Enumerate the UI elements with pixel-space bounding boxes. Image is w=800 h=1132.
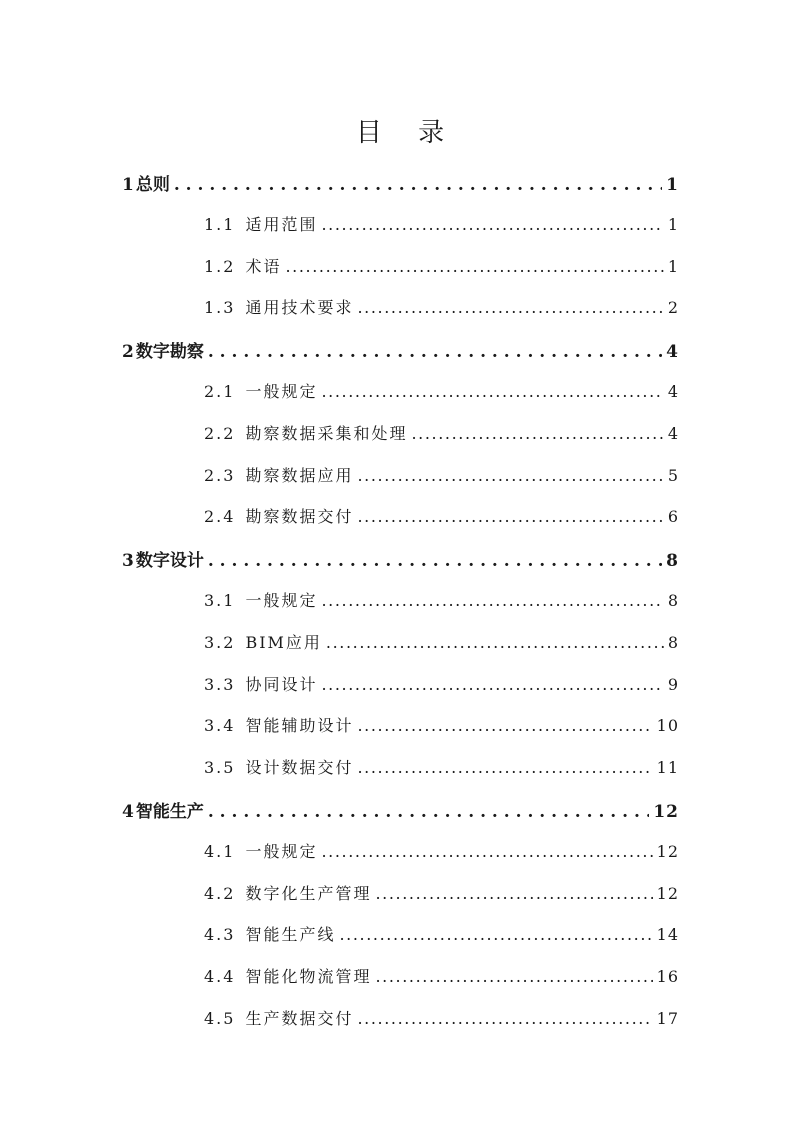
toc-entry-label xyxy=(204,588,317,611)
toc-page-number: 4 xyxy=(667,382,679,401)
toc-entry-text: 一般规定 xyxy=(245,382,318,401)
toc-entry-label xyxy=(122,797,204,821)
toc-entry-label xyxy=(204,379,317,402)
toc-entry-text: 通用技术要求 xyxy=(245,298,354,318)
toc-page-number: 1 xyxy=(667,256,679,276)
toc-section-entry[interactable] xyxy=(204,379,679,403)
toc-entry-number: 2.3 xyxy=(204,465,236,485)
toc-chapter-entry[interactable] xyxy=(122,170,679,194)
page-title: 目 录 xyxy=(355,118,459,148)
toc-entry-label xyxy=(204,964,371,987)
dot-leader xyxy=(285,257,663,276)
toc-page-number: 8 xyxy=(667,591,679,610)
toc-section-entry[interactable] xyxy=(204,839,679,863)
dot-leader xyxy=(375,967,652,986)
toc-page-number: 5 xyxy=(667,465,679,485)
toc-page-number: 11 xyxy=(656,758,679,778)
toc-entry-number: 2 xyxy=(122,342,134,362)
toc-section-entry[interactable] xyxy=(204,295,679,319)
toc-entry-text: 设计数据交付 xyxy=(245,758,354,778)
toc-entry-label xyxy=(204,630,322,653)
toc-section-entry[interactable] xyxy=(204,881,679,905)
toc-page-number: 4 xyxy=(667,423,679,443)
toc-page-number: 10 xyxy=(656,716,679,736)
toc-entry-number: 3.5 xyxy=(204,758,236,778)
toc-page-number: 6 xyxy=(667,507,679,527)
toc-entry-number: 4.4 xyxy=(204,967,236,987)
toc-page-number: 12 xyxy=(656,841,679,861)
dot-leader xyxy=(326,633,664,652)
toc-entry-label xyxy=(204,922,335,945)
toc-section-entry[interactable] xyxy=(204,504,679,528)
toc-page-number: 9 xyxy=(667,674,679,694)
toc-section-entry[interactable] xyxy=(204,254,679,278)
dot-leader xyxy=(321,842,652,861)
toc-entry-number: 3.1 xyxy=(204,591,236,610)
toc-entry-number: 4.1 xyxy=(204,841,236,861)
toc-chapter-entry[interactable] xyxy=(122,797,679,821)
toc-entry-number: 2.1 xyxy=(204,382,236,401)
toc-entry-label xyxy=(122,170,170,194)
toc-section-entry[interactable] xyxy=(204,421,679,445)
toc-entry-text: 勘察数据采集和处理 xyxy=(245,423,408,443)
toc-entry-number: 3.4 xyxy=(204,716,236,736)
toc-entry-number: 4.2 xyxy=(204,883,236,903)
toc-page-number: 8 xyxy=(667,632,679,652)
dot-leader xyxy=(375,884,652,903)
toc-entry-text: 勘察数据应用 xyxy=(245,465,354,485)
toc-entry-number: 1.2 xyxy=(204,256,236,276)
toc-page-number: 2 xyxy=(667,298,679,318)
dot-leader xyxy=(208,802,649,821)
toc-page-number: 1 xyxy=(666,175,679,194)
dot-leader xyxy=(174,175,662,194)
toc-entry-text: 智能生产 xyxy=(135,802,204,821)
toc-entry-label xyxy=(204,755,353,778)
dot-leader xyxy=(357,507,663,526)
toc-entry-label xyxy=(204,672,317,695)
toc-page-number: 14 xyxy=(656,925,679,945)
toc-entry-label xyxy=(204,504,353,527)
toc-entry-text: 协同设计 xyxy=(245,674,318,694)
dot-leader xyxy=(357,466,663,485)
toc-section-entry[interactable] xyxy=(204,630,679,654)
toc-entry-label xyxy=(204,839,317,862)
toc-entry-number: 4.3 xyxy=(204,925,236,945)
toc-entry-number: 3.3 xyxy=(204,674,236,694)
toc-entry-text: 一般规定 xyxy=(245,841,318,861)
toc-entry-number: 2.4 xyxy=(204,507,236,527)
toc-entry-text: BIM应用 xyxy=(245,632,322,652)
toc-page-number: 1 xyxy=(667,214,679,234)
toc-page-number: 16 xyxy=(656,967,679,987)
toc-entry-text: 生产数据交付 xyxy=(245,1009,354,1028)
dot-leader xyxy=(411,424,663,443)
toc-entry-text: 数字化生产管理 xyxy=(245,883,372,903)
toc-entry-number: 4 xyxy=(122,802,134,821)
toc-entry-text: 勘察数据交付 xyxy=(245,507,354,527)
toc-entry-number: 4.5 xyxy=(204,1009,236,1028)
toc-page-number: 8 xyxy=(666,551,679,571)
toc-section-entry[interactable] xyxy=(204,964,679,988)
toc-entry-label xyxy=(204,713,353,736)
toc-section-entry[interactable] xyxy=(204,1006,679,1030)
toc-entry-text: 术语 xyxy=(245,256,282,276)
toc-entry-text: 智能生产线 xyxy=(245,925,336,945)
toc-entry-label xyxy=(204,463,353,486)
toc-entry-text: 智能化物流管理 xyxy=(245,967,372,987)
toc-entry-number: 3.2 xyxy=(204,632,236,652)
toc-entry-label xyxy=(122,546,204,570)
toc-section-entry[interactable] xyxy=(204,713,679,737)
toc-section-entry[interactable] xyxy=(204,588,679,612)
toc-entry-text: 一般规定 xyxy=(245,591,318,610)
dot-leader xyxy=(357,1009,652,1028)
toc-entry-label xyxy=(204,1006,353,1029)
toc-chapter-entry[interactable] xyxy=(122,546,679,570)
toc-entry-number: 2.2 xyxy=(204,423,236,443)
toc-entry-number: 1 xyxy=(122,175,134,194)
toc-entry-number: 1.1 xyxy=(204,214,236,234)
dot-leader xyxy=(357,298,663,317)
dot-leader xyxy=(208,342,662,361)
toc-page-number: 12 xyxy=(656,883,679,903)
toc-entry-label xyxy=(204,881,371,904)
dot-leader xyxy=(321,675,663,694)
toc-section-entry[interactable] xyxy=(204,922,679,946)
toc-entry-label xyxy=(204,421,407,444)
dot-leader xyxy=(339,925,652,944)
toc-section-entry[interactable] xyxy=(204,463,679,487)
toc-entry-label xyxy=(204,254,281,277)
dot-leader xyxy=(357,758,652,777)
dot-leader xyxy=(321,215,663,234)
toc-entry-text: 适用范围 xyxy=(245,214,318,234)
toc-section-entry[interactable] xyxy=(204,755,679,779)
toc-entry-text: 总则 xyxy=(135,175,170,194)
toc-chapter-entry[interactable] xyxy=(122,337,679,361)
dot-leader xyxy=(321,591,663,610)
toc-entry-label xyxy=(122,337,204,361)
dot-leader xyxy=(357,716,652,735)
toc-section-entry[interactable] xyxy=(204,672,679,696)
toc-page-number: 17 xyxy=(656,1009,679,1028)
toc-entry-number: 3 xyxy=(122,551,134,571)
toc-section-entry[interactable] xyxy=(204,212,679,236)
dot-leader xyxy=(321,382,663,401)
toc-entry-number: 1.3 xyxy=(204,298,236,318)
toc-page-number: 12 xyxy=(653,802,679,821)
toc-entry-label xyxy=(204,295,353,318)
dot-leader xyxy=(208,551,662,570)
toc-entry-text: 数字设计 xyxy=(135,551,204,571)
toc-page-number: 4 xyxy=(666,342,679,362)
toc-entry-text: 智能辅助设计 xyxy=(245,716,354,736)
toc-entry-label xyxy=(204,212,317,235)
toc-entry-text: 数字勘察 xyxy=(135,342,204,362)
